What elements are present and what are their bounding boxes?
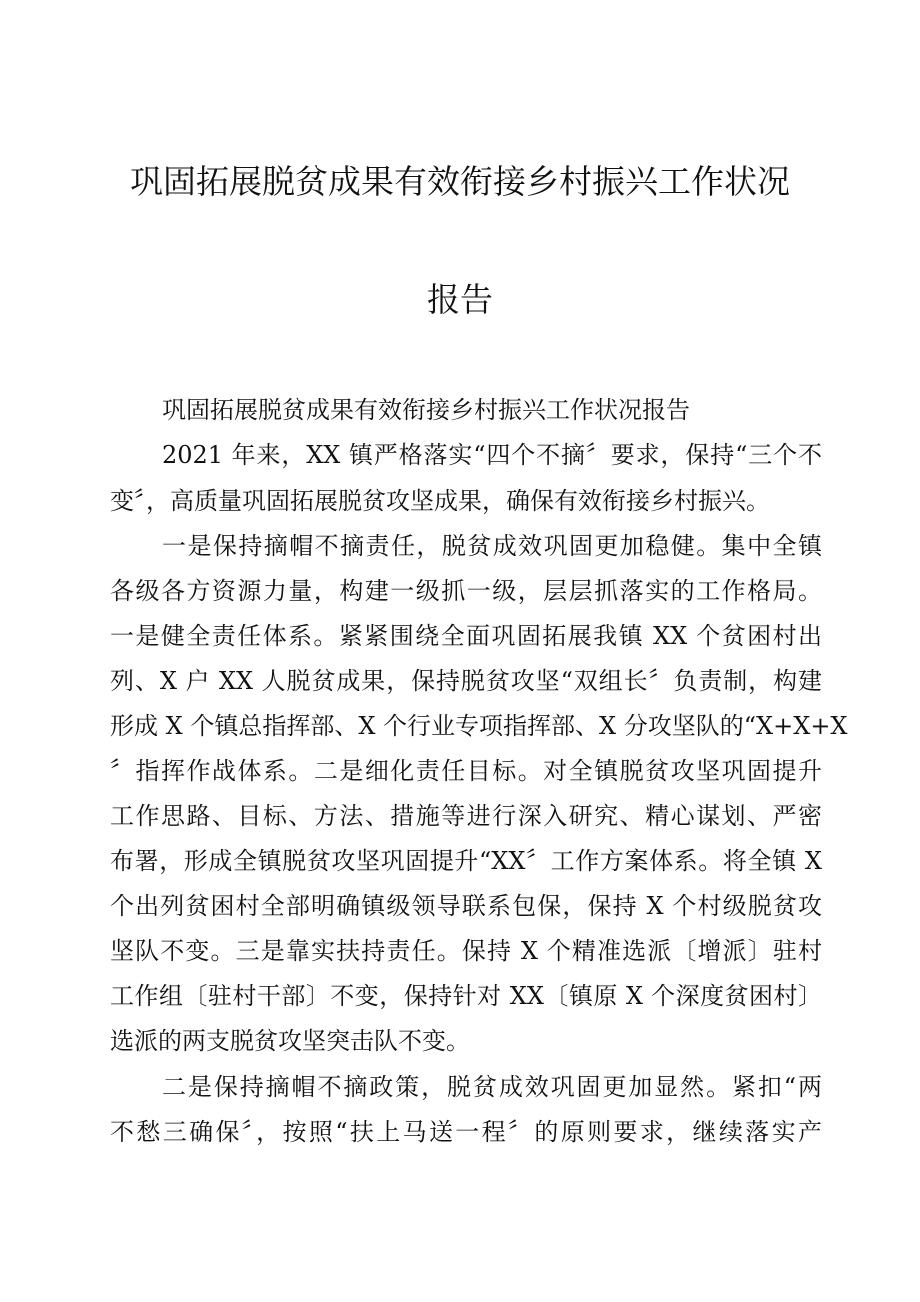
body-line: 工作思路、目标、方法、措施等进行深入研究、精心谋划、严密	[110, 802, 822, 830]
body-line: 一是保持摘帽不摘责任，脱贫成效巩固更加稳健。集中全镇	[162, 532, 822, 560]
body-line: 一是健全责任体系。紧紧围绕全面巩固拓展我镇 XX 个贫困村出	[110, 622, 822, 650]
body-line: 二是保持摘帽不摘政策，脱贫成效巩固更加显然。紧扣“两	[162, 1073, 822, 1101]
document-title-line-2: 报告	[427, 280, 493, 319]
body-line: 选派的两支脱贫攻坚突击队不变。	[110, 1027, 470, 1055]
body-line: 形成 X 个镇总指挥部、X 个行业专项指挥部、X 分攻坚队的“X+X+X	[110, 712, 848, 740]
body-line: 不愁三确保〞，按照“扶上马送一程〞的原则要求，继续落实产	[110, 1118, 822, 1146]
body-line: 〞指挥作战体系。二是细化责任目标。对全镇脱贫攻坚巩固提升	[110, 757, 822, 785]
body-line: 2021 年来，XX 镇严格落实“四个不摘〞要求，保持“三个不	[162, 441, 822, 469]
body-line: 变〞，高质量巩固拓展脱贫攻坚成果，确保有效衔接乡村振兴。	[110, 487, 770, 515]
body-line: 坚队不变。三是靠实扶持责任。保持 X 个精准选派〔增派〕驻村	[110, 937, 822, 965]
body-line-subtitle: 巩固拓展脱贫成果有效衔接乡村振兴工作状况报告	[162, 396, 690, 424]
body-line: 列、X 户 XX 人脱贫成果，保持脱贫攻坚“双组长〞负责制，构建	[110, 667, 822, 695]
body-line: 布署，形成全镇脱贫攻坚巩固提升“XX〞工作方案体系。将全镇 X	[110, 847, 822, 875]
body-line: 个出列贫困村全部明确镇级领导联系包保，保持 X 个村级脱贫攻	[110, 892, 822, 920]
body-line: 工作组〔驻村干部〕不变，保持针对 XX〔镇原 X 个深度贫困村〕	[110, 982, 822, 1010]
body-line: 各级各方资源力量，构建一级抓一级，层层抓落实的工作格局。	[110, 577, 822, 605]
document-title-line-1: 巩固拓展脱贫成果有效衔接乡村振兴工作状况	[130, 162, 790, 201]
